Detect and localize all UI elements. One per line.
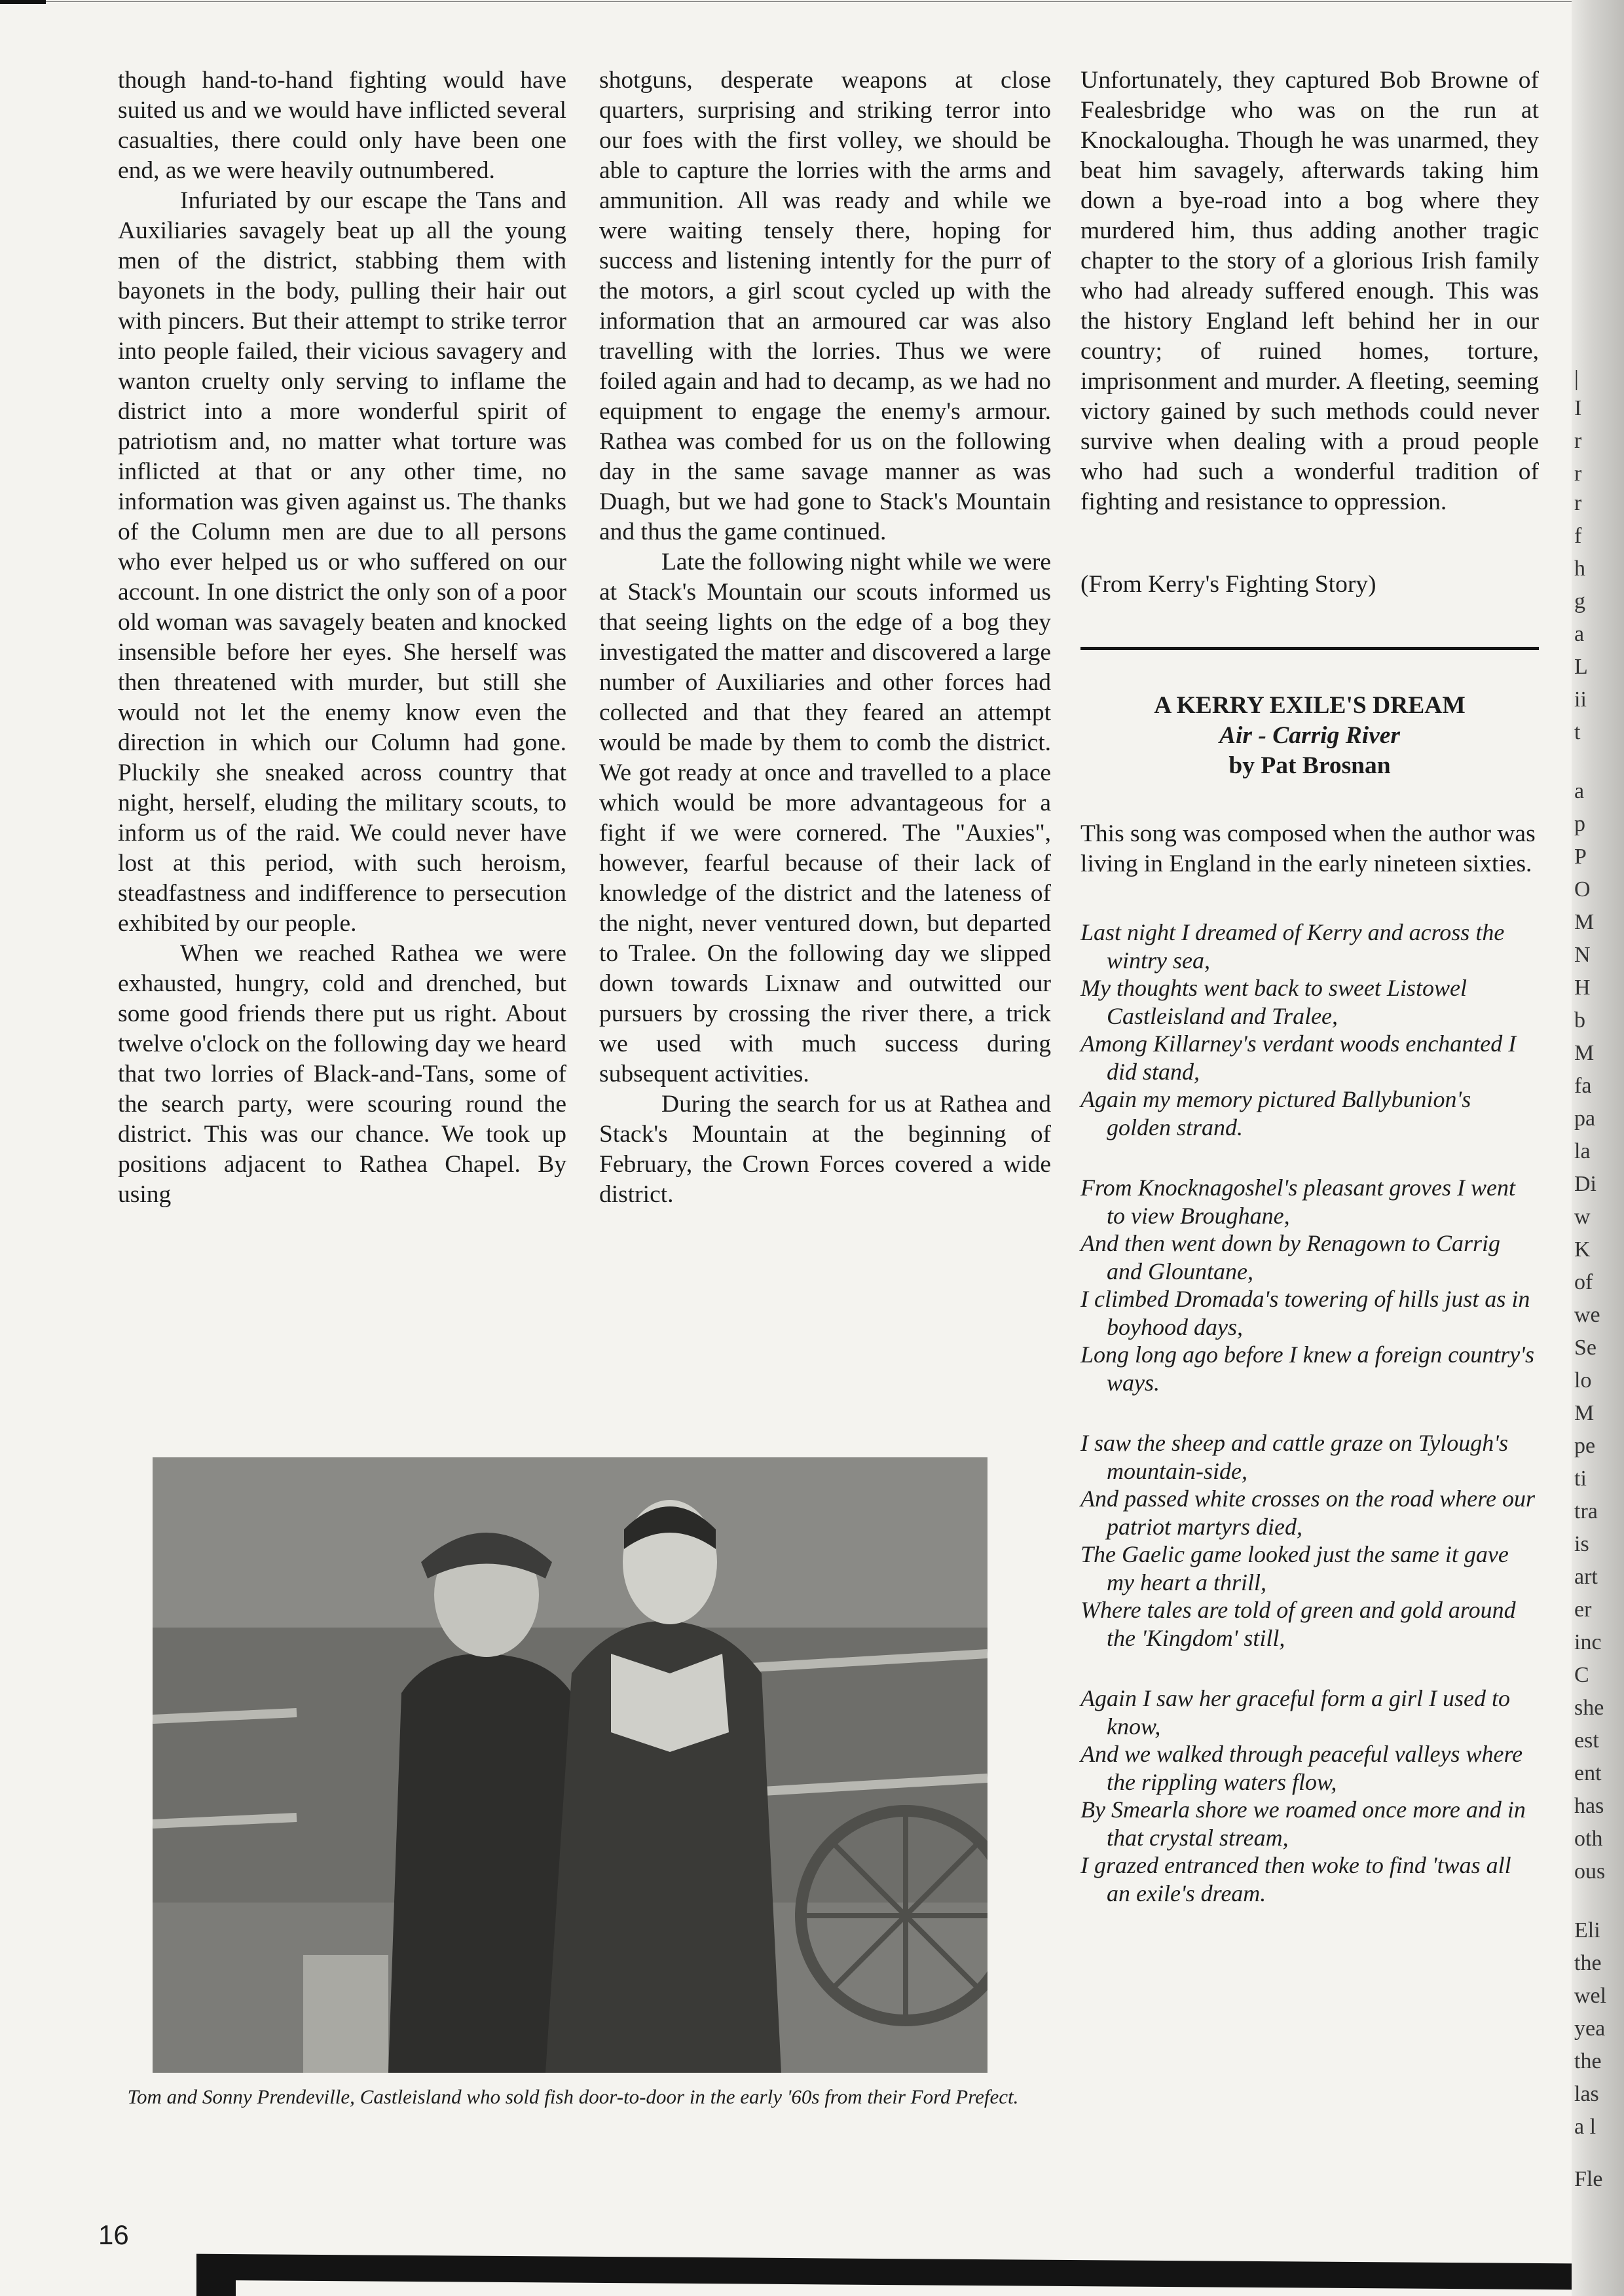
edge-text: las [1574, 2082, 1599, 2106]
edge-text: K [1574, 1237, 1591, 1262]
edge-text: is [1574, 1532, 1589, 1556]
paragraph: When we reached Rathea we were exhausted, hungry, cold and drenched, but some good friends there put us right. About twelve o'clock on the following day we heard that two lorries of Black-and-Tans, some of the search party, were scouring round the district. This was our chance. We took up positions adjacent to Rathea Chapel. By using [118, 940, 566, 1208]
edge-text: M [1574, 1401, 1595, 1425]
edge-text: b [1574, 1008, 1585, 1032]
column-1 [118, 65, 566, 1473]
edge-text: wel [1574, 1984, 1607, 2008]
photo-caption: Tom and Sonny Prendeville, Castleisland who sold fish door-to-door in the early '60s from their Ford Prefect. [127, 2085, 1019, 2108]
edge-text: art [1574, 1565, 1598, 1589]
edge-text: ous [1574, 1859, 1606, 1884]
edge-text: r [1574, 491, 1582, 515]
verse-line: By Smearla shore we roamed once more and in that crystal stream, [1080, 1796, 1526, 1851]
edge-text: ti [1574, 1467, 1587, 1491]
edge-text: pa [1574, 1106, 1596, 1131]
edge-text: r [1574, 462, 1582, 486]
edge-text: r [1574, 429, 1582, 453]
verse-line: I saw the sheep and cattle graze on Tylough's mountain-side, [1080, 1430, 1508, 1484]
edge-text: we [1574, 1303, 1600, 1327]
edge-text: t [1574, 720, 1581, 744]
edge-text: er [1574, 1597, 1592, 1622]
photo-prendeville [153, 1457, 987, 2073]
photo-illustration [153, 1457, 987, 2073]
section-divider [1080, 647, 1539, 650]
edge-text: fa [1574, 1074, 1592, 1098]
edge-text: P [1574, 845, 1587, 869]
edge-text: f [1574, 524, 1582, 548]
edge-text: w [1574, 1205, 1591, 1229]
page-number: 16 [98, 2219, 129, 2250]
edge-text: a l [1574, 2115, 1596, 2139]
edge-text: inc [1574, 1630, 1602, 1654]
edge-text: the [1574, 1951, 1602, 1975]
edge-text: p [1574, 812, 1585, 836]
edge-text: a [1574, 622, 1585, 646]
verse-line: I climbed Dromada's towering of hills just as in boyhood days, [1080, 1286, 1530, 1340]
top-rule [0, 0, 46, 4]
verse-line: And passed white crosses on the road where our patriot martyrs died, [1080, 1485, 1535, 1540]
edge-text: of [1574, 1270, 1593, 1294]
paragraph: Infuriated by our escape the Tans and Auxiliaries savagely beat up all the young men of the district, stabbing them with bayonets in the body, pulling their hair out with pincers. But their attempt to strike terror into people failed, their vicious savagery and wanton cruelty only serving to inflame the district into a more wonderful spirit of patriotism and, no matter what torture was inflicted at that or any other time, no information was given against us. The thanks of the Column men are due to all persons who ever helped us or who suffered on our account. In one district the only son of a poor old woman was savagely beaten and knocked insensible before her eyes. She herself was then threatened with murder, but still she would not let the enemy know even the direction in which our Column had gone. Pluckily she sneaked across country that night, herself, eluding the military scouts, to inform us of the raid. We could never have lost at this period, with such heroism, steadfastness and indifference to persecution exhibited by our people. [118, 187, 566, 937]
paragraph: Unfortunately, they captured Bob Browne of Fealesbridge who was on the run at Knockalougha. Though he was unarmed, they beat him savagely, afterwards taking him down a bye-road into a bog where they murdered him, thus adding another tragic chapter to the story of a glorious Irish family who had already suffered enough. This was the history England left behind her in our country; of ruined homes, torture, imprisonment and murder. A fleeting, seeming victory gained by such methods could never survive when dealing with a proud people who had such a wonderful tradition of fighting and resistance to oppression. [1080, 67, 1539, 515]
song-title: A KERRY EXILE'S DREAM [1154, 692, 1466, 719]
edge-text: la [1574, 1139, 1591, 1163]
stanza [1080, 1174, 1539, 1396]
column-3 [1080, 65, 1539, 1940]
edge-text: h [1574, 556, 1585, 581]
paragraph: During the search for us at Rathea and Stack's Mountain at the beginning of February, the Crown Forces covered a wide district. [599, 1091, 1051, 1208]
edge-text: M [1574, 1041, 1595, 1065]
paragraph: Late the following night while we were at Stack's Mountain our scouts informed us that seeing lights on the edge of a bog they investigated the matter and discovered a large number of Auxiliaries and other forces had collected and that they feared an attempt would be made by them to comb the district. We got ready at once and travelled to a place which would be more advantageous for a fight if we were cornered. The "Auxies", however, fearful because of their lack of knowledge of the district and the lateness of the night, never ventured down, but departed to Tralee. On the following day we slipped down towards Lixnaw and outwitted our pursuers by crossing the river there, a trick we used with much success during subsequent activities. [599, 549, 1051, 1087]
edge-text: Se [1574, 1336, 1596, 1360]
song-air: Air - Carrig River [1219, 722, 1401, 749]
verse-line: Last night I dreamed of Kerry and across the wintry sea, [1080, 919, 1505, 974]
bottom-border-corner [196, 2262, 236, 2296]
edge-text: pe [1574, 1434, 1596, 1458]
edge-text: Fle [1574, 2167, 1603, 2191]
edge-text: yea [1574, 2016, 1606, 2041]
edge-text: ii [1574, 687, 1587, 712]
edge-text: g [1574, 589, 1585, 613]
edge-text: has [1574, 1794, 1604, 1818]
verse-line: Long long ago before I knew a foreign country's ways. [1080, 1341, 1534, 1396]
edge-text: C [1574, 1663, 1589, 1687]
edge-text: M [1574, 910, 1595, 934]
edge-text: Eli [1574, 1918, 1600, 1942]
edge-text: oth [1574, 1827, 1603, 1851]
edge-text: Di [1574, 1172, 1596, 1196]
column-2 [599, 65, 1051, 1473]
song-intro: This song was composed when the author was living in England in the early nineteen sixties. [1080, 820, 1536, 877]
verse-line: The Gaelic game looked just the same it gave my heart a thrill, [1080, 1541, 1509, 1595]
edge-text: she [1574, 1696, 1604, 1720]
source-citation: (From Kerry's Fighting Story) [1080, 571, 1376, 598]
stanza [1080, 1429, 1539, 1652]
edge-text: tra [1574, 1499, 1598, 1523]
stanza [1080, 1685, 1539, 1907]
edge-text: | [1574, 367, 1579, 391]
edge-text: a [1574, 779, 1585, 803]
edge-text: L [1574, 655, 1588, 679]
verse-line: Where tales are told of green and gold around the 'Kingdom' still, [1080, 1597, 1516, 1651]
edge-text: I [1574, 396, 1582, 420]
bottom-border-bar [196, 2254, 1572, 2290]
song-lyrics [1080, 919, 1539, 1907]
verse-line: And then went down by Renagown to Carrig and Glountane, [1080, 1230, 1500, 1285]
edge-text: ent [1574, 1761, 1602, 1785]
edge-text: H [1574, 975, 1591, 1000]
edge-text: the [1574, 2049, 1602, 2073]
song-author: by Pat Brosnan [1228, 752, 1391, 779]
verse-line: Again I saw her graceful form a girl I used to know, [1080, 1685, 1510, 1740]
verse-line: Among Killarney's verdant woods enchanted I did stand, [1080, 1030, 1517, 1085]
edge-text: est [1574, 1728, 1599, 1753]
verse-line: From Knocknagoshel's pleasant groves I went to view Broughane, [1080, 1175, 1515, 1229]
verse-line: And we walked through peaceful valleys where the rippling waters flow, [1080, 1741, 1523, 1795]
stanza [1080, 919, 1539, 1141]
facing-page-fragments [1572, 0, 1624, 2296]
paragraph: shotguns, desperate weapons at close quarters, surprising and striking terror into our foes with the first volley, we should be able to capture the lorries with the arms and ammunition. All was ready and while we were waiting tensely there, hoping for success and listening intently for the purr of the motors, a girl scout cycled up with the information that an armoured car was also travelling with the lorries. Thus we were foiled again and had to decamp, as we had no equipment to engage the enemy's armour. Rathea was combed for us on the following day in the same savage manner as was Duagh, but we had gone to Stack's Mountain and thus the game continued. [599, 67, 1051, 545]
paragraph: though hand-to-hand fighting would have suited us and we would have inflicted several casualties, there could only have been one end, as we were heavily outnumbered. [118, 67, 566, 184]
verse-line: I grazed entranced then woke to find 'twas all an exile's dream. [1080, 1852, 1511, 1906]
edge-text: lo [1574, 1368, 1592, 1393]
edge-text: N [1574, 943, 1591, 967]
edge-text: O [1574, 877, 1591, 902]
verse-line: Again my memory pictured Ballybunion's golden strand. [1080, 1086, 1471, 1140]
top-hairline [46, 1, 1572, 2]
verse-line: My thoughts went back to sweet Listowel Castleisland and Tralee, [1080, 975, 1467, 1029]
